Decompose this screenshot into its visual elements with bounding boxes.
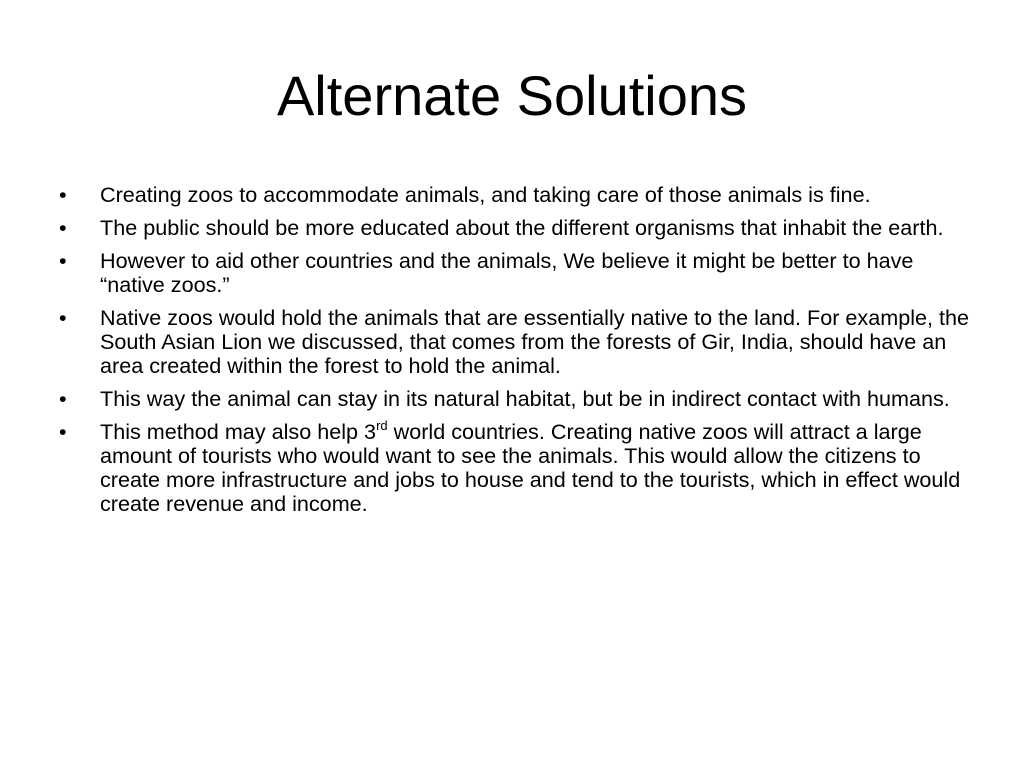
bullet-item [52, 216, 972, 240]
bullet-text: The public should be more educated about the different organisms that inhabit the earth. [100, 215, 944, 240]
bullet-marker: • [59, 182, 67, 207]
bullet-text-before-superscript: This method may also help 3 [100, 419, 377, 444]
bullet-text: This way the animal can stay in its natural habitat, but be in indirect contact with humans. [100, 386, 950, 411]
bullet-marker: • [59, 305, 67, 330]
bullet-text-after-superscript: world countries. Creating native zoos will attract a large amount of tourists who would want to see the animals. This would allow the citizens to create more infrastructure and jobs to house and tend to the tourists, which in effect would create revenue and income. [100, 419, 961, 516]
bullet-marker: • [59, 215, 67, 240]
slide-title: Alternate Solutions [276, 64, 748, 127]
bullet-text: Creating zoos to accommodate animals, and taking care of those animals is fine. [100, 182, 871, 207]
bullet-item [52, 417, 972, 516]
bullet-marker: • [59, 419, 67, 444]
bullet-item [52, 249, 972, 297]
bullet-item [52, 387, 972, 411]
bullet-text: However to aid other countries and the animals, We believe it might be better to have “native zoos.” [100, 248, 914, 297]
bullet-text [100, 419, 960, 516]
superscript-ordinal: rd [376, 417, 388, 433]
bullet-item [52, 183, 972, 207]
bullet-text: Native zoos would hold the animals that are essentially native to the land. For example, the South Asian Lion we discussed, that comes from the forests of Gir, India, should have an area created within the forest to hold the animal. [100, 305, 970, 378]
bullet-item [52, 306, 972, 378]
bullet-marker: • [59, 248, 67, 273]
bullet-marker: • [59, 386, 67, 411]
bullet-list [52, 183, 972, 525]
